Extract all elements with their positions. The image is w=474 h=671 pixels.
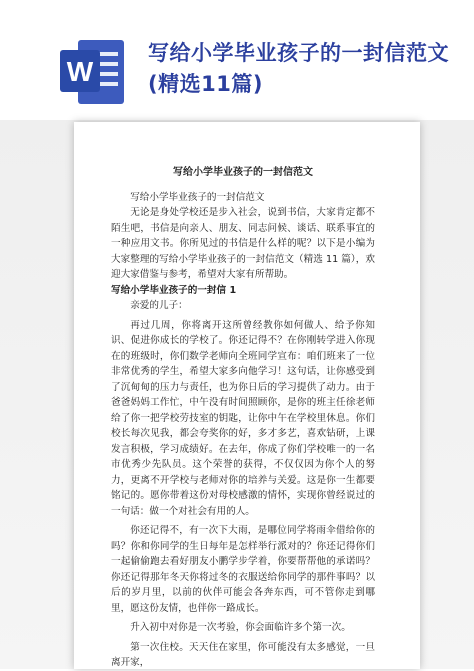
salutation: 亲爱的儿子：	[130, 300, 188, 311]
body-paragraph: 再过几周，你将离开这所曾经教你如何做人、给予你知识、促进你成长的学校了。你还记得不？在你刚转学进入你现在的班级时，你们数学老师向全班同学宣布：咱们班来了一位非常优秀的学生，希望大家多向他学习！这句话，让你感受到了沉甸甸的压力与责任，也为你日后的学习提供了动力。由于爸爸妈妈工作忙，中午没有时间照顾你，是你的班主任徐老师给了你一把学校劳技室的钥匙，让你中午在学校里休息。你们校长每次见我，都会夸奖你的好，多才多艺，喜欢钻研，上课发言积极，学习成绩好。在去年，你成了你们学校唯一的一名市优秀少先队员。这个荣誉的获得，不仅仅因为你个人的努力，更离不开学校与老师对你的培养与关爱。这是你一生都要铭记的。愿你带着这份对母校感激的情怀，实现你曾经说过的一句话：做一个对社会有用的人。	[111, 319, 375, 517]
word-document-icon	[58, 36, 130, 108]
body-paragraph: 升入初中对你是一次考验，你会面临许多个第一次。	[130, 622, 351, 633]
body-paragraph: 你还记得不，有一次下大雨，是哪位同学将雨伞借给你的吗？你和你同学的生日每年是怎样举行派对的？你还记得你们一起偷偷跑去看好朋友小鹏学步学着，你要帮帮他的承诺吗？你还记得那年冬天你将过冬的衣服送给你同学的那件事吗？以后的岁月里，以前的伙伴可能会各奔东西，可不管你走到哪里，愿这份友情，也伴你一路成长。	[111, 525, 375, 614]
intro-line: 写给小学毕业孩子的一封信范文	[130, 191, 265, 203]
word-icon-letter: W	[66, 56, 94, 87]
body-paragraph: 第一次住校。天天住在家里，你可能没有太多感觉，一旦离开家，	[111, 641, 375, 668]
document-body	[111, 165, 375, 671]
document-title: 写给小学毕业孩子的一封信范文	[173, 167, 313, 178]
section-heading: 写给小学毕业孩子的一封信 1	[111, 284, 237, 296]
page-title: 写给小学毕业孩子的一封信范文(精选11篇)	[148, 41, 449, 96]
intro-paragraph: 无论是身处学校还是步入社会，说到书信，大家肯定都不陌生吧，书信是向亲人、朋友、同志问候、谈话、联系事宜的一种应用文书。你所见过的书信是什么样的呢？以下是小编为大家整理的写给小学毕业孩子的一封信范文（精选 11 篇），欢迎大家借鉴与参考，希望对大家有所帮助。	[111, 207, 375, 280]
page-header	[0, 0, 474, 120]
